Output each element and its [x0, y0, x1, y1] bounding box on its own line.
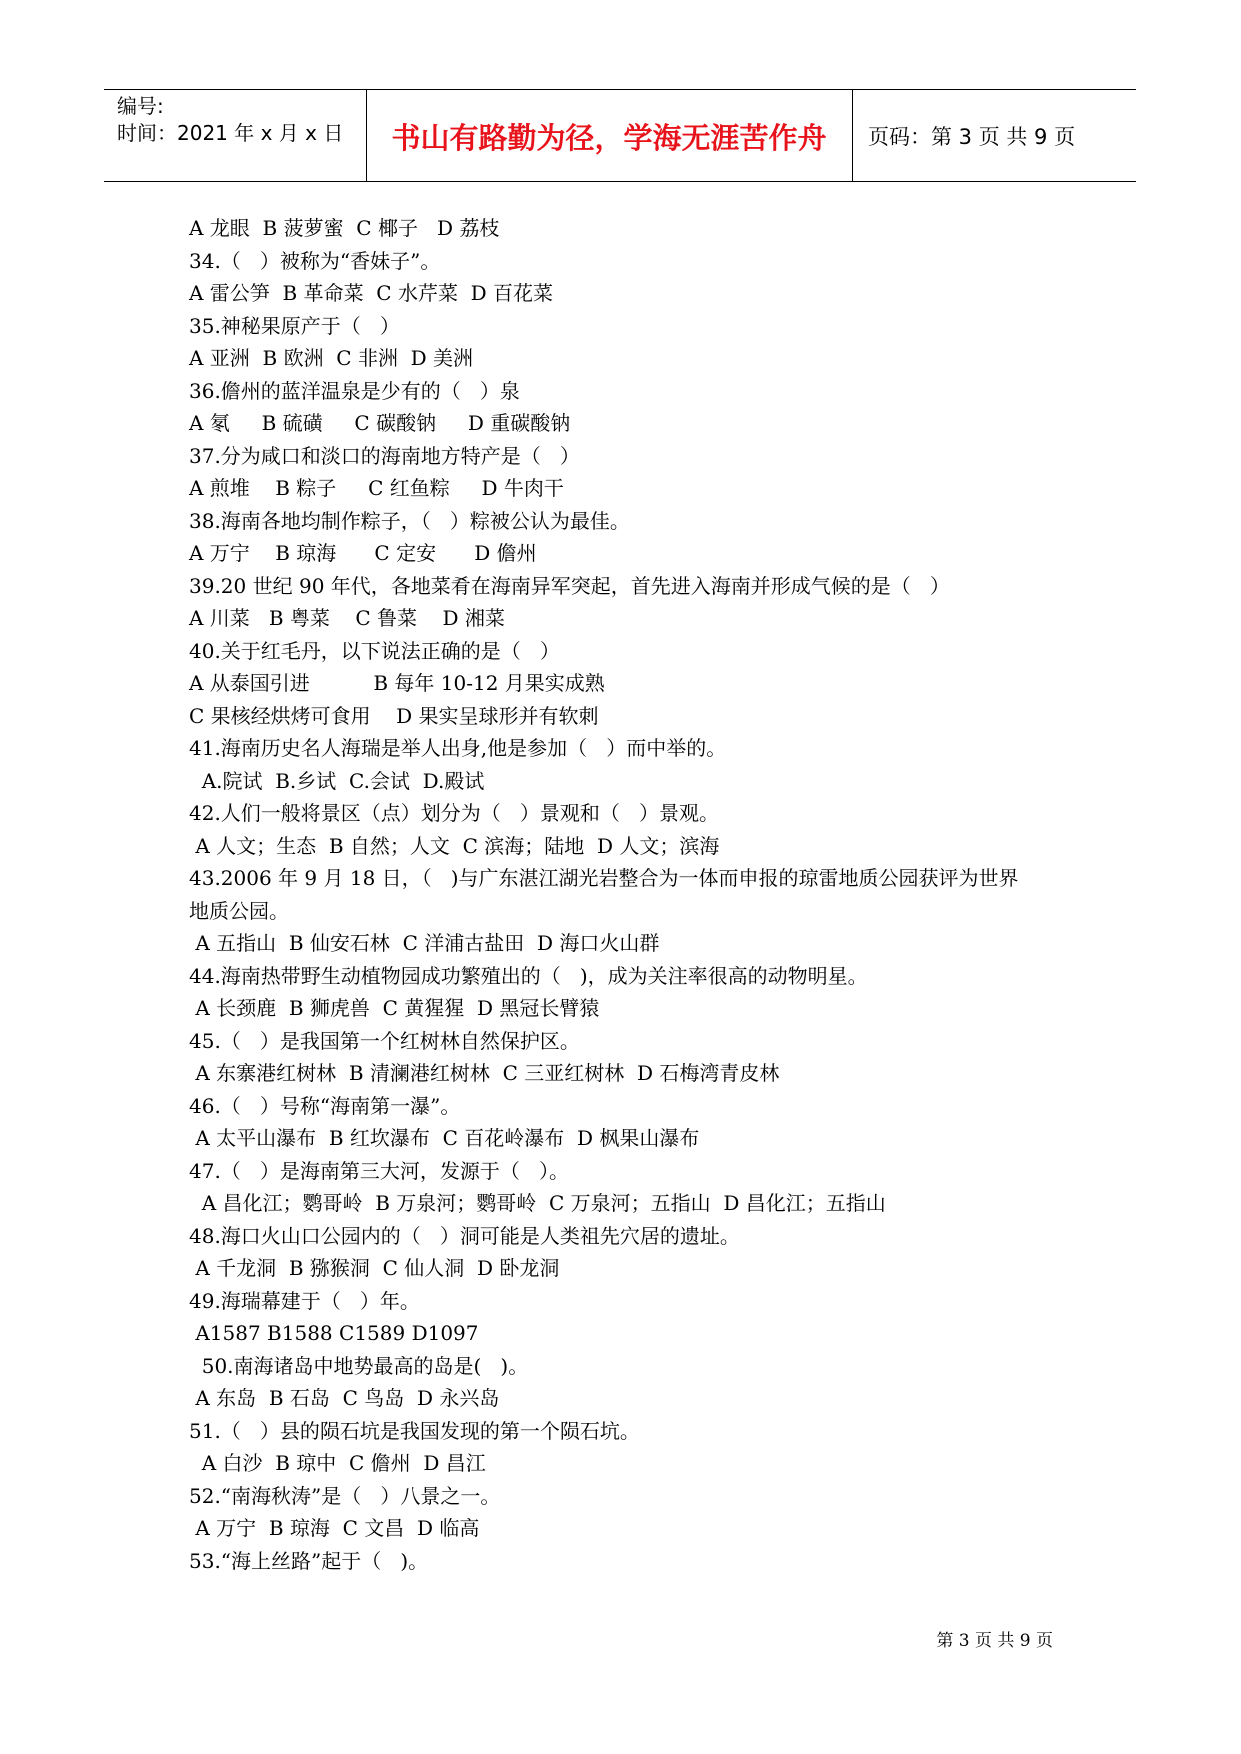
question-line: 53.“海上丝路”起于（ )。 [189, 1548, 429, 1573]
question-line: 37.分为咸口和淡口的海南地方特产是（ ） [189, 443, 580, 468]
question-line: 48.海口火山口公园内的（ ）洞可能是人类祖先穴居的遗址。 [189, 1223, 740, 1248]
question-line: 41.海南历史名人海瑞是举人出身,他是参加（ ）而中举的。 [189, 736, 727, 760]
question-line: 43.2006 年 9 月 18 日，（ )与广东湛江湖光岩整合为一体而申报的琼雷地质公园获评为世界 [189, 866, 1019, 890]
header-page-indicator: 页码：第 3 页 共 9 页 [868, 125, 1076, 149]
option-line: A 东寨港红树林 B 清澜港红树林 C 三亚红树林 D 石梅湾青皮林 [189, 1061, 780, 1085]
option-line: A 雷公笋 B 革命菜 C 水芹菜 D 百花菜 [189, 281, 554, 305]
document-time-label: 时间：2021 年 x 月 x 日 [117, 121, 344, 145]
question-line: 51.（ ）县的陨石坑是我国发现的第一个陨石坑。 [189, 1418, 640, 1443]
header-divider-right [852, 89, 853, 181]
option-line: A 川菜 B 粤菜 C 鲁菜 D 湘菜 [189, 606, 505, 630]
option-line: A 煎堆 B 粽子 C 红鱼粽 D 牛肉干 [189, 476, 564, 500]
question-line: 38.海南各地均制作粽子，（ ）粽被公认为最佳。 [189, 508, 630, 533]
option-line: A 长颈鹿 B 狮虎兽 C 黄猩猩 D 黑冠长臂猿 [189, 996, 600, 1020]
document-number-label: 编号: [117, 94, 164, 118]
question-line: 42.人们一般将景区（点）划分为（ ）景观和（ ）景观。 [189, 801, 719, 825]
footer-page-number: 第 3 页 共 9 页 [936, 1631, 1053, 1651]
option-line: A 昌化江；鹦哥岭 B 万泉河；鹦哥岭 C 万泉河；五指山 D 昌化江；五指山 [189, 1191, 886, 1215]
question-line: 44.海南热带野生动植物园成功繁殖出的（ )，成为关注率很高的动物明星。 [189, 963, 868, 988]
header-motto: 书山有路勤为径，学海无涯苦作舟 [391, 121, 827, 155]
option-line: A 五指山 B 仙安石林 C 洋浦古盐田 D 海口火山群 [189, 931, 660, 955]
question-line: 46.（ ）号称“海南第一瀑”。 [189, 1093, 461, 1118]
question-line: 49.海瑞幕建于（ ）年。 [189, 1288, 420, 1313]
question-line: 35.神秘果原产于（ ） [189, 313, 400, 338]
option-line: A 从泰国引进 B 每年 10-12 月果实成熟 [189, 671, 605, 695]
option-line: A 万宁 B 琼海 C 文昌 D 临高 [189, 1516, 480, 1540]
option-line: A 氡 B 硫磺 C 碳酸钠 D 重碳酸钠 [189, 411, 571, 435]
header-bottom-rule [104, 181, 1136, 182]
question-list [189, 212, 1109, 1577]
option-line: A.院试 B.乡试 C.会试 D.殿试 [189, 768, 485, 793]
option-line: A 人文；生态 B 自然；人文 C 滨海；陆地 D 人文；滨海 [189, 833, 720, 858]
question-line: 50.南海诸岛中地势最高的岛是( )。 [189, 1353, 529, 1378]
option-line: A 亚洲 B 欧洲 C 非洲 D 美洲 [189, 346, 474, 370]
question-line-continued: 地质公园。 [189, 898, 289, 923]
question-line: 34.（ ）被称为“香妹子”。 [189, 248, 441, 273]
option-line: A 龙眼 B 菠萝蜜 C 椰子 D 荔枝 [189, 216, 500, 240]
option-line: A 千龙洞 B 猕猴洞 C 仙人洞 D 卧龙洞 [189, 1256, 560, 1280]
question-line: 40.关于红毛丹，以下说法正确的是（ ） [189, 638, 560, 663]
question-line: 52.“南海秋涛”是（ ）八景之一。 [189, 1483, 501, 1508]
question-line: 39.20 世纪 90 年代，各地菜肴在海南异军突起，首先进入海南并形成气候的是（ ） [189, 573, 950, 598]
question-line: 36.儋州的蓝洋温泉是少有的（ ）泉 [189, 378, 520, 403]
option-line: A 东岛 B 石岛 C 鸟岛 D 永兴岛 [189, 1386, 500, 1410]
option-line: A 万宁 B 琼海 C 定安 D 儋州 [189, 541, 537, 565]
header-top-rule [104, 89, 1136, 90]
option-line: A 白沙 B 琼中 C 儋州 D 昌江 [189, 1451, 486, 1475]
option-line: A 太平山瀑布 B 红坎瀑布 C 百花岭瀑布 D 枫果山瀑布 [189, 1126, 700, 1150]
question-line: 47.（ ）是海南第三大河，发源于（ ）。 [189, 1158, 569, 1183]
option-line: C 果核经烘烤可食用 D 果实呈球形并有软刺 [189, 703, 599, 728]
option-line: A1587 B1588 C1589 D1097 [189, 1321, 479, 1345]
question-line: 45.（ ）是我国第一个红树林自然保护区。 [189, 1028, 580, 1053]
